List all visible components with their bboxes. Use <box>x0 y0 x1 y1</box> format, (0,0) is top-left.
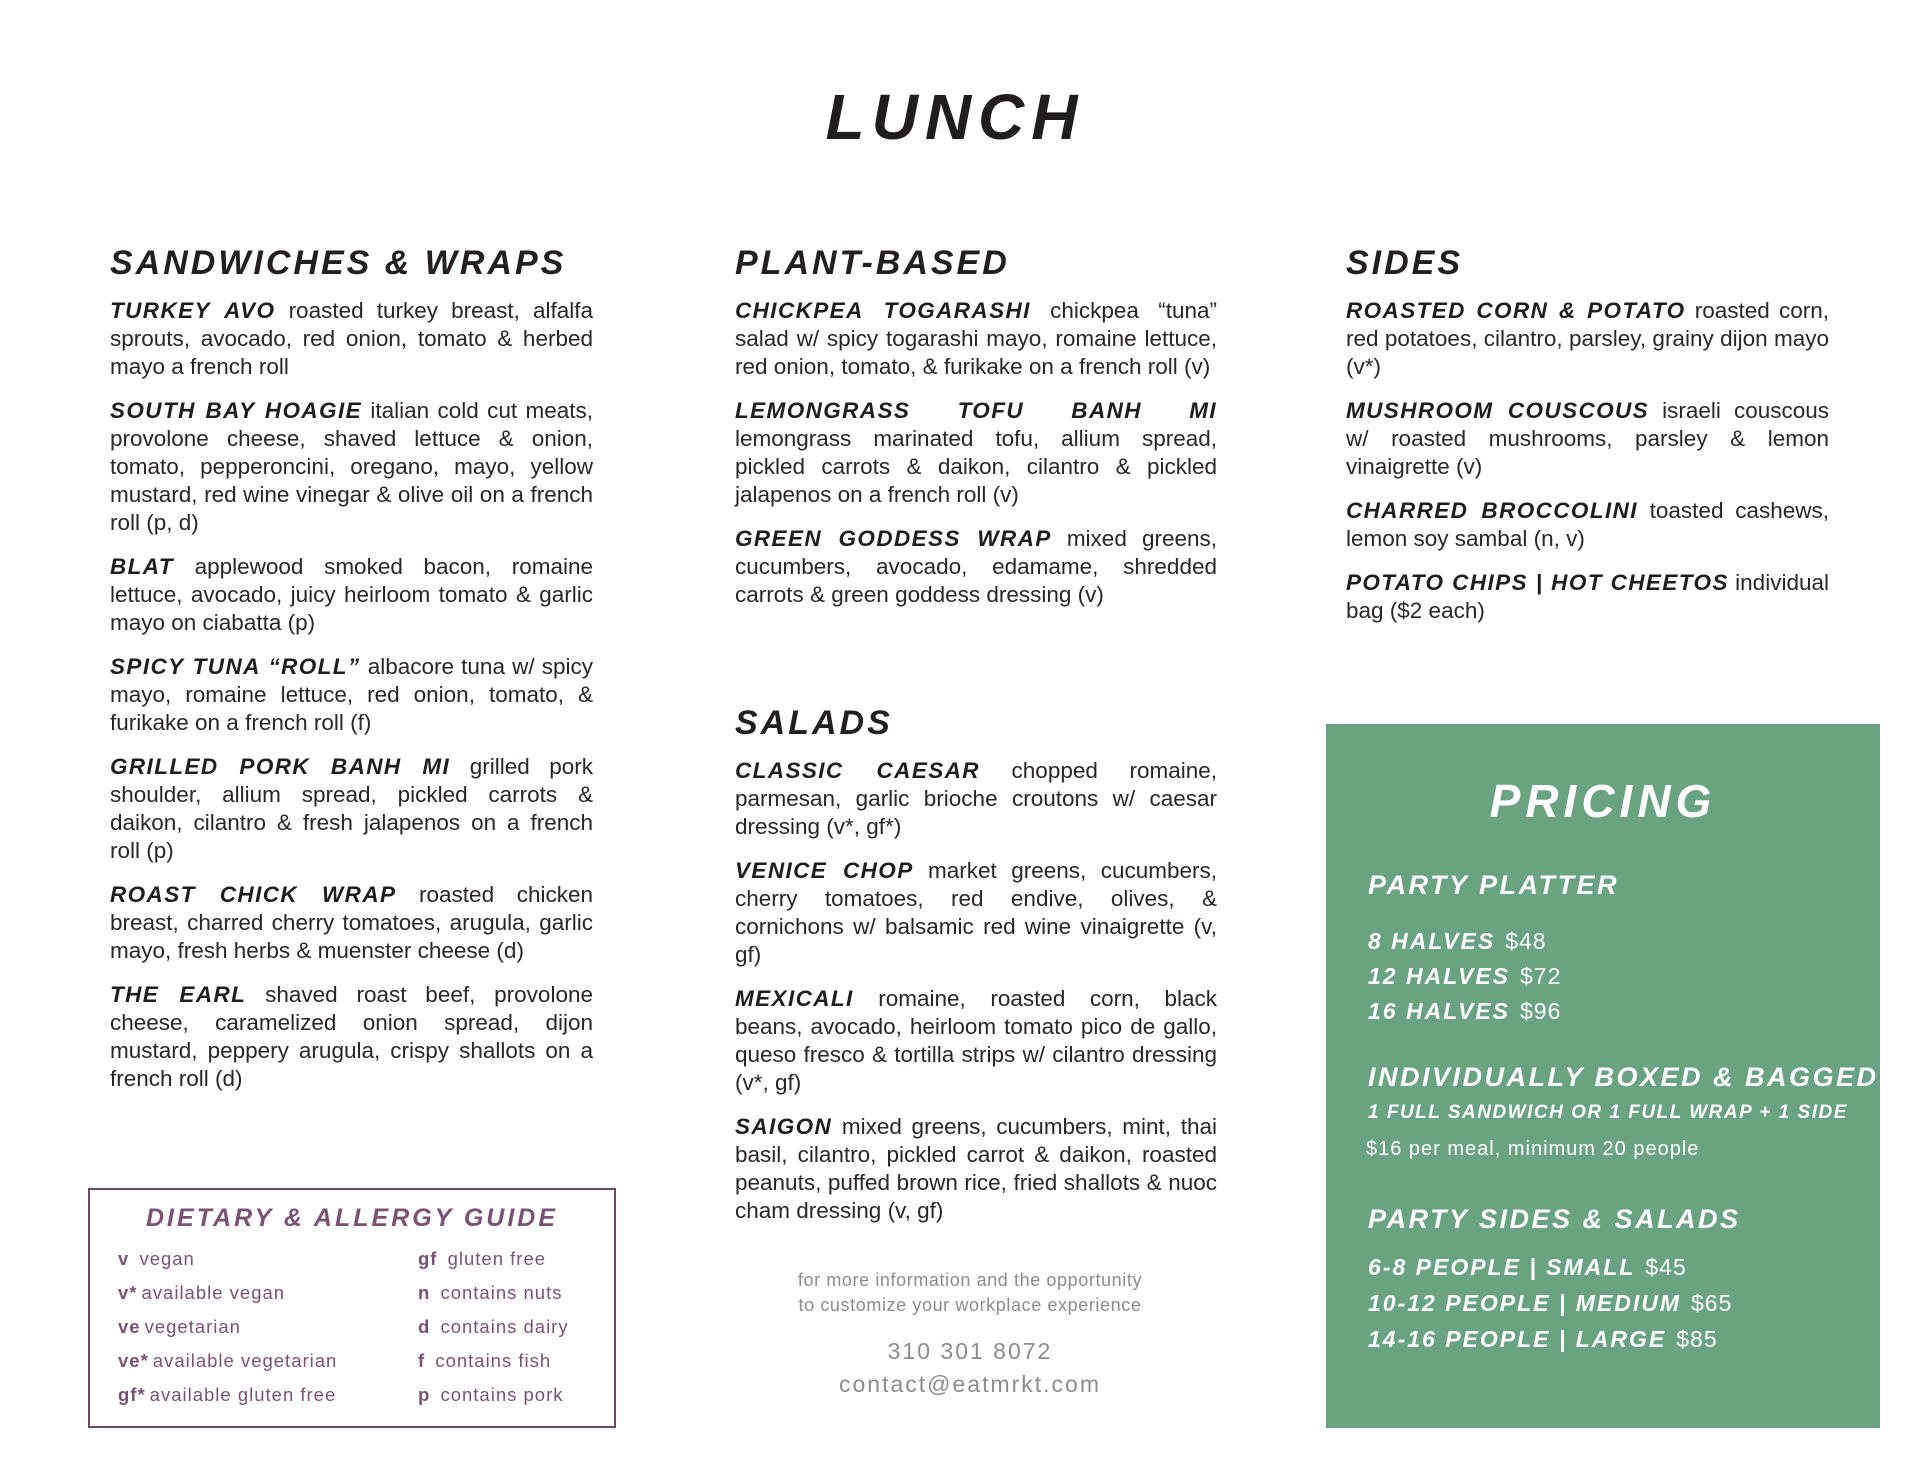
legend-key: d <box>418 1316 431 1337</box>
menu-item <box>110 297 593 381</box>
menu-item-name: SOUTH BAY HOAGIE <box>110 398 363 423</box>
price-label: 12 HALVES <box>1368 963 1510 989</box>
menu-item <box>110 553 593 637</box>
price-label: 10-12 PEOPLE | MEDIUM <box>1368 1290 1682 1316</box>
menu-item-desc: romaine, roasted corn, black beans, avocado, heirloom tomato pico de gallo, queso fresco & tortilla strips w/ cilantro dressing (v*, gf) <box>735 986 1217 1095</box>
menu-item <box>735 757 1217 841</box>
menu-item <box>735 857 1217 969</box>
price-value: $45 <box>1645 1254 1687 1280</box>
menu-item <box>1346 497 1829 553</box>
section-heading-salads: SALADS <box>735 704 893 742</box>
price-line <box>1368 998 1561 1025</box>
legend-entry <box>418 1316 569 1350</box>
pricing-boxed-subtitle: 1 FULL SANDWICH OR 1 FULL WRAP + 1 SIDE <box>1368 1102 1848 1123</box>
legend-entry <box>418 1384 569 1418</box>
section-heading-sandwiches: SANDWICHES & WRAPS <box>110 244 567 282</box>
menu-item-desc: mixed greens, cucumbers, mint, thai basil, cilantro, pickled carrot & daikon, roasted peanuts, puffed brown rice, fried shallots & nuoc cham dressing (v, gf) <box>735 1114 1217 1223</box>
legend-label: available vegetarian <box>152 1350 338 1371</box>
menu-item-desc: chickpea “tuna” salad w/ spicy togarashi mayo, romaine lettuce, red onion, tomato, & furikake on a french roll (v) <box>735 298 1217 379</box>
legend-label: contains nuts <box>440 1282 563 1303</box>
menu-item-name: BLAT <box>110 554 174 579</box>
legend-label: contains pork <box>440 1384 564 1405</box>
contact-info-line: to customize your workplace experience <box>798 1295 1142 1315</box>
price-line <box>1368 963 1561 990</box>
price-label: 14-16 PEOPLE | LARGE <box>1368 1326 1667 1352</box>
dietary-legend-left <box>118 1248 337 1418</box>
menu-item-desc: roasted corn, red potatoes, cilantro, parsley, grainy dijon mayo (v*) <box>1346 298 1829 379</box>
menu-item <box>735 397 1217 509</box>
menu-item-desc: market greens, cucumbers, cherry tomatoes, red endive, olives, & cornichons w/ balsamic red wine vinaigrette (v, gf) <box>735 858 1217 967</box>
pricing-heading-sides-salads: PARTY SIDES & SALADS <box>1368 1204 1741 1234</box>
menu-item <box>1346 569 1829 625</box>
menu-item <box>110 397 593 537</box>
menu-item-name: THE EARL <box>110 982 247 1007</box>
sandwiches-column <box>110 244 593 1109</box>
legend-key: ve <box>118 1316 141 1337</box>
menu-item-desc: shaved roast beef, provolone cheese, caramelized onion spread, dijon mustard, peppery arugula, crispy shallots on a french roll (d) <box>110 982 593 1091</box>
menu-item-desc: roasted turkey breast, alfalfa sprouts, avocado, red onion, tomato & herbed mayo a french roll <box>110 298 593 379</box>
menu-item-desc: grilled pork shoulder, allium spread, pickled carrots & daikon, cilantro & fresh jalapenos on a french roll (p) <box>110 754 593 863</box>
menu-item <box>1346 397 1829 481</box>
dietary-legend-right <box>418 1248 569 1418</box>
menu-item-name: CHARRED BROCCOLINI <box>1346 498 1638 523</box>
legend-label: vegetarian <box>144 1316 241 1337</box>
menu-item-name: VENICE CHOP <box>735 858 914 883</box>
contact-email[interactable]: contact@eatmrkt.com <box>838 1371 1102 1397</box>
menu-item-desc: applewood smoked bacon, romaine lettuce, avocado, juicy heirloom tomato & garlic mayo on ciabatta (p) <box>110 554 593 635</box>
legend-key: gf* <box>118 1384 146 1405</box>
price-value: $96 <box>1520 998 1562 1024</box>
legend-entry <box>418 1248 569 1282</box>
pricing-title: PRICING <box>1489 775 1717 827</box>
legend-entry <box>118 1282 337 1316</box>
legend-entry <box>118 1350 337 1384</box>
menu-item-name: SPICY TUNA “ROLL” <box>110 654 361 679</box>
contact-info-line: for more information and the opportunity <box>797 1270 1143 1290</box>
menu-item-desc: roasted chicken breast, charred cherry tomatoes, arugula, garlic mayo, fresh herbs & muenster cheese (d) <box>110 882 593 963</box>
contact-block <box>720 1268 1220 1398</box>
legend-label: vegan <box>139 1248 195 1269</box>
legend-entry <box>118 1316 337 1350</box>
page-title: LUNCH <box>825 81 1085 153</box>
dietary-guide-title: DIETARY & ALLERGY GUIDE <box>145 1204 559 1232</box>
price-label: 8 HALVES <box>1368 928 1496 954</box>
menu-item-name: POTATO CHIPS | HOT CHEETOS <box>1346 570 1729 595</box>
legend-key: n <box>418 1282 431 1303</box>
menu-item-name: GRILLED PORK BANH MI <box>110 754 451 779</box>
price-line <box>1368 1290 1732 1317</box>
plant-based-column <box>735 244 1217 625</box>
menu-item <box>735 985 1217 1097</box>
menu-item <box>735 525 1217 609</box>
legend-key: ve* <box>118 1350 149 1371</box>
price-line <box>1368 928 1547 955</box>
salads-column <box>735 704 1217 1241</box>
legend-key: f <box>418 1350 426 1371</box>
legend-label: available gluten free <box>149 1384 337 1405</box>
price-label: 6-8 PEOPLE | SMALL <box>1368 1254 1636 1280</box>
price-line <box>1368 1254 1687 1281</box>
menu-item-name: SAIGON <box>735 1114 833 1139</box>
price-value: $65 <box>1691 1290 1733 1316</box>
menu-item-desc: lemongrass marinated tofu, allium spread, pickled carrots & daikon, cilantro & pickled jalapenos on a french roll (v) <box>735 426 1217 507</box>
menu-item <box>110 981 593 1093</box>
price-line <box>1368 1326 1718 1353</box>
menu-item <box>735 297 1217 381</box>
menu-item-name: ROAST CHICK WRAP <box>110 882 397 907</box>
pricing-boxed-note: $16 per meal, minimum 20 people <box>1366 1138 1700 1160</box>
menu-item-desc: mixed greens, cucumbers, avocado, edamame, shredded carrots & green goddess dressing (v) <box>735 526 1217 607</box>
price-label: 16 HALVES <box>1368 998 1510 1024</box>
price-value: $48 <box>1505 928 1547 954</box>
legend-label: available vegan <box>141 1282 286 1303</box>
sides-column <box>1346 244 1829 641</box>
menu-item <box>110 753 593 865</box>
menu-item-name: CHICKPEA TOGARASHI <box>735 298 1031 323</box>
legend-entry <box>418 1350 569 1384</box>
legend-key: gf <box>418 1248 438 1269</box>
menu-item-name: CLASSIC CAESAR <box>735 758 980 783</box>
menu-item-name: TURKEY AVO <box>110 298 276 323</box>
legend-entry <box>118 1248 337 1282</box>
pricing-panel <box>1326 724 1880 1428</box>
legend-label: contains fish <box>435 1350 552 1371</box>
section-heading-sides: SIDES <box>1346 244 1464 282</box>
menu-item-name: GREEN GODDESS WRAP <box>735 526 1052 551</box>
legend-label: contains dairy <box>440 1316 569 1337</box>
menu-item <box>110 653 593 737</box>
menu-item <box>110 881 593 965</box>
menu-item-desc: albacore tuna w/ spicy mayo, romaine lettuce, red onion, tomato, & furikake on a french roll (f) <box>110 654 593 735</box>
menu-item-name: LEMONGRASS TOFU BANH MI <box>735 398 1217 423</box>
dietary-guide-box <box>88 1188 616 1428</box>
menu-item-desc: italian cold cut meats, provolone cheese, shaved lettuce & onion, tomato, pepperoncini, oregano, mayo, yellow mustard, red wine vinegar & olive oil on a french roll (p, d) <box>110 398 593 535</box>
legend-entry <box>118 1384 337 1418</box>
legend-key: v <box>118 1248 130 1269</box>
legend-entry <box>418 1282 569 1316</box>
price-value: $85 <box>1676 1326 1718 1352</box>
menu-item-name: MEXICALI <box>735 986 854 1011</box>
menu-item-desc: individual bag ($2 each) <box>1346 570 1829 623</box>
menu-item <box>735 1113 1217 1225</box>
pricing-heading-boxed: INDIVIDUALLY BOXED & BAGGED <box>1368 1062 1879 1092</box>
contact-phone[interactable]: 310 301 8072 <box>887 1338 1053 1364</box>
pricing-heading-party-platter: PARTY PLATTER <box>1368 870 1620 900</box>
legend-key: v* <box>118 1282 138 1303</box>
price-value: $72 <box>1520 963 1562 989</box>
section-heading-plant-based: PLANT-BASED <box>735 244 1010 282</box>
menu-item <box>1346 297 1829 381</box>
menu-item-name: ROASTED CORN & POTATO <box>1346 298 1686 323</box>
menu-item-name: MUSHROOM COUSCOUS <box>1346 398 1650 423</box>
menu-item-desc: chopped romaine, parmesan, garlic brioche croutons w/ caesar dressing (v*, gf*) <box>735 758 1217 839</box>
menu-item-desc: israeli couscous w/ roasted mushrooms, parsley & lemon vinaigrette (v) <box>1346 398 1829 479</box>
legend-label: gluten free <box>447 1248 547 1269</box>
legend-key: p <box>418 1384 431 1405</box>
menu-item-desc: toasted cashews, lemon soy sambal (n, v) <box>1346 498 1829 551</box>
